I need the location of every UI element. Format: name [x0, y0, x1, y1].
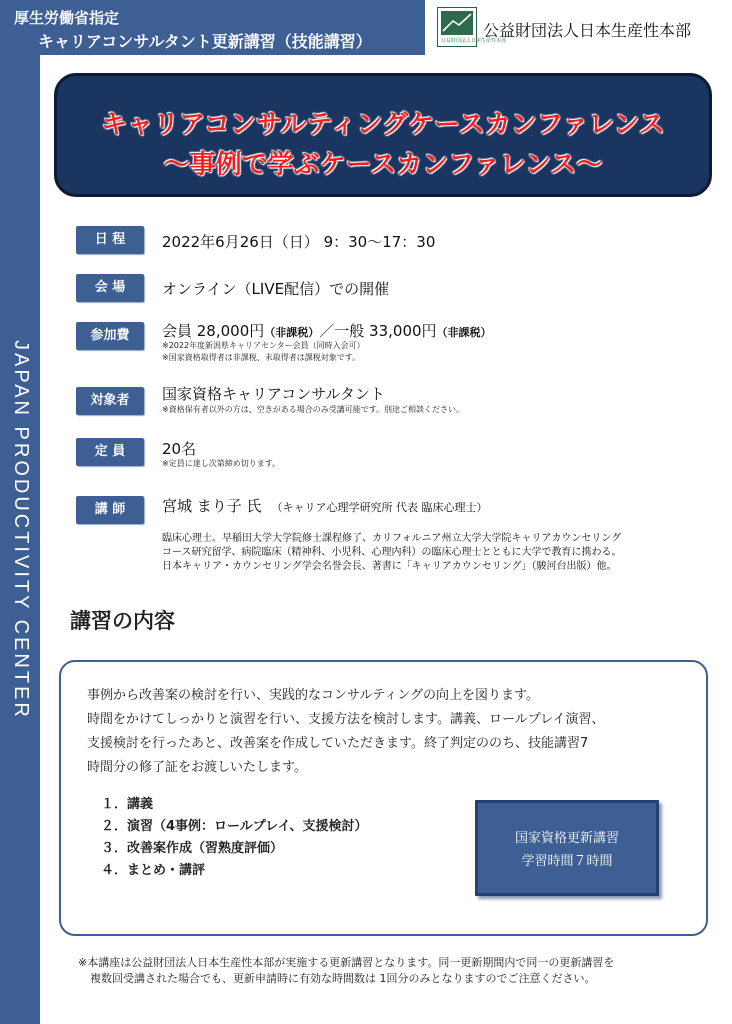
side-org-text: JAPAN PRODUCTIVITY CENTER [10, 340, 32, 720]
fee-member: 会員 28,000円 [162, 322, 265, 340]
footnote-line-1: ※本講座は公益財団法人日本生産性本部が実施する更新講習となります。同一更新期間内で同一の更新講習を [78, 956, 615, 969]
desc-line-1: 事例から改善案の検討を行い、実践的なコンサルティングの向上を図ります。 [87, 688, 540, 703]
fee-label: 参加費 [76, 322, 144, 350]
capacity-note: ※定員に達し次第締め切ります。 [162, 459, 281, 468]
fee-general: 一般 33,000円 [334, 322, 437, 340]
list-item: ２．演習（4事例：ロールプレイ、支援検討） [101, 819, 368, 834]
logo-mark [441, 11, 473, 35]
bio-line-3: 日本キャリア・カウンセリング学会名誉会長、著書に「キャリアカウンセリング」（駿河台出版）他。 [162, 561, 617, 572]
fee-note-2: ※国家資格取得者は非課税、未取得者は課税対象です。 [162, 353, 361, 362]
schedule-label: 日 程 [76, 226, 144, 254]
fee-value [162, 320, 492, 341]
curriculum-list [101, 794, 367, 882]
bio-line-2: コース研究留学、病院臨床（精神科、小児科、心理内科）の臨床心理士とともに大学で教育に携わる。 [162, 547, 622, 558]
study-hours-box [475, 800, 659, 896]
target-value: 国家資格キャリアコンサルタント [162, 385, 385, 403]
lecturer-bio [162, 532, 622, 574]
desc-line-4: 時間分の修了証をお渡しいたします。 [87, 760, 307, 775]
target-label: 対象者 [76, 387, 144, 415]
list-item: ３．改善案作成（習熟度評価） [101, 841, 284, 856]
content-box [59, 660, 708, 936]
schedule-value: 2022年6月26日（日） 9：30～17：30 [162, 233, 436, 251]
fee-member-tax: （非課税） [264, 326, 320, 339]
capacity-value: 20名 [162, 440, 197, 458]
header-course-type: キャリアコンサルタント更新講習（技能講習） [38, 32, 372, 51]
study-box-line-1: 国家資格更新講習 [514, 831, 619, 846]
study-box-line-2: 学習時間７時間 [521, 854, 613, 869]
target-note: ※資格保有者以外の方は、空きがある場合のみ受講可能です。別途ご相談ください。 [162, 405, 465, 414]
logo-caption: 公益財団法人日本生産性本部 [441, 38, 507, 44]
lecturer-name: 宮城 まり子 氏 [162, 497, 262, 515]
org-name: 公益財団法人日本生産性本部 [483, 21, 692, 40]
lecturer-affiliation: （キャリア心理学研究所 代表 臨床心理士） [271, 501, 488, 514]
venue-value: オンライン（LIVE配信）での開催 [162, 280, 390, 298]
section-heading: 講習の内容 [70, 609, 175, 633]
lecturer-label: 講 師 [76, 496, 144, 524]
venue-label: 会 場 [76, 274, 144, 302]
list-item: ４．まとめ・講評 [101, 863, 206, 878]
title-banner [54, 73, 712, 197]
fee-note-1: ※2022年度新潟県キャリアセンター会員（同時入会可） [162, 341, 365, 350]
header-band [0, 0, 425, 55]
list-item: １．講義 [101, 797, 154, 812]
lecturer-value [162, 495, 488, 516]
title-main: キャリアコンサルティングケースカンファレンス [101, 110, 665, 140]
capacity-label: 定 員 [76, 438, 144, 466]
header-designation: 厚生労働省指定 [14, 9, 120, 27]
fee-separator: ／ [319, 322, 335, 340]
bio-line-1: 臨床心理士。早稲田大学大学院修士課程修了、カリフォルニア州立大学大学院キャリアカウンセリング [162, 533, 622, 544]
jpc-logo-icon [437, 7, 507, 47]
footnote [78, 955, 614, 987]
desc-line-2: 時間をかけてしっかりと演習を行い、支援方法を検討します。講義、ロールプレイ演習、 [87, 712, 605, 727]
content-description [87, 684, 605, 780]
fee-general-tax: （非課税） [436, 326, 492, 339]
footnote-line-2: 複数回受講された場合でも、更新申請時に有効な時間数は 1回分のみとなりますのでご注意ください。 [90, 972, 596, 985]
title-subtitle: ～事例で学ぶケースカンファレンス～ [163, 150, 603, 180]
desc-line-3: 支援検討を行ったあと、改善案を作成していただきます。終了判定ののち、技能講習7 [87, 736, 589, 751]
